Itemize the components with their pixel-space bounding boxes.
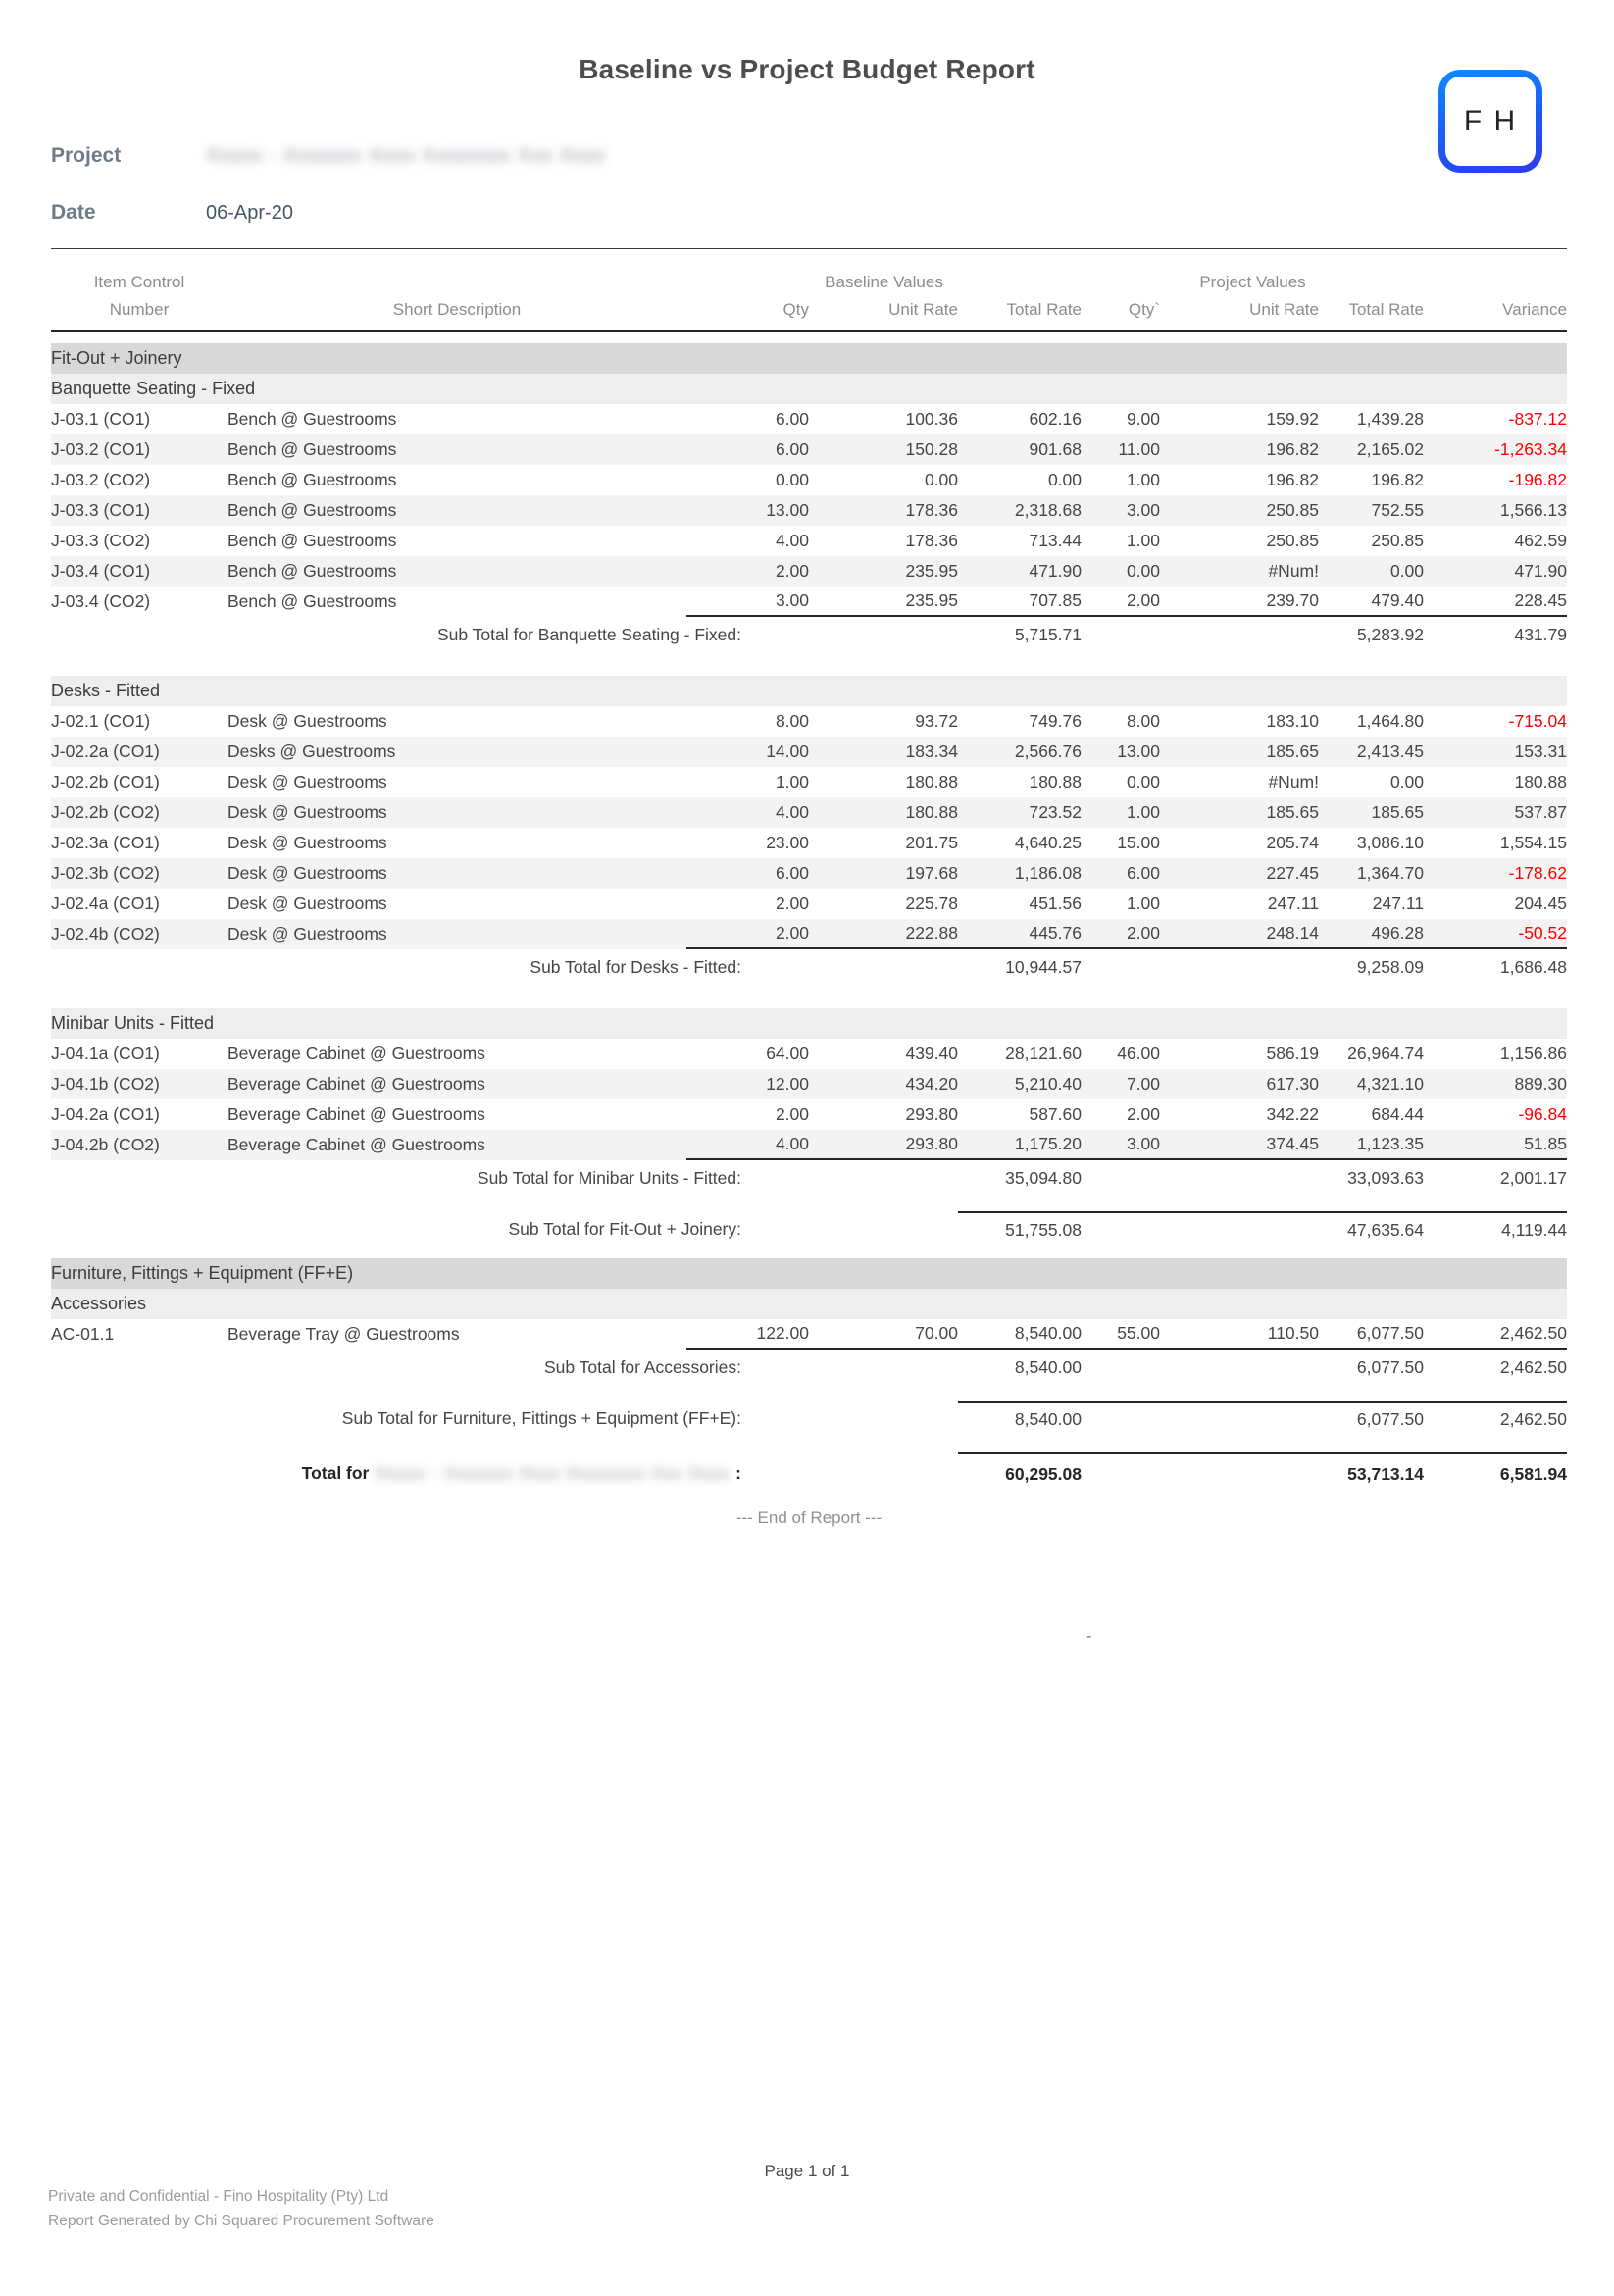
group-subtotal-label: Sub Total for Accessories: bbox=[543, 1356, 741, 1377]
item-control-number: J-02.3b (CO2) bbox=[51, 863, 160, 883]
project-qty: 1.00 bbox=[1126, 893, 1160, 913]
project-unit-rate: 159.92 bbox=[1266, 409, 1319, 429]
col-header-qty-baseline: Qty bbox=[782, 300, 809, 319]
section-subtotal-baseline-total: 51,755.08 bbox=[958, 1211, 1082, 1247]
item-control-number: J-03.4 (CO2) bbox=[51, 591, 151, 611]
grand-total-baseline: 60,295.08 bbox=[958, 1452, 1082, 1495]
spacer bbox=[1082, 1452, 1160, 1495]
item-control-number: J-03.3 (CO2) bbox=[51, 531, 151, 550]
table-row bbox=[51, 767, 1567, 797]
variance-value: 228.45 bbox=[1424, 587, 1567, 617]
group-subtotal-project-total: 9,258.09 bbox=[1356, 956, 1424, 977]
project-unit-rate: 196.82 bbox=[1266, 439, 1319, 459]
group-subtotal bbox=[51, 1350, 1567, 1385]
baseline-total-rate: 713.44 bbox=[1029, 531, 1082, 550]
section-subtotal-variance: 4,119.44 bbox=[1424, 1211, 1567, 1247]
item-control-number: J-04.2b (CO2) bbox=[51, 1135, 160, 1154]
project-unit-rate: 247.11 bbox=[1267, 893, 1319, 913]
variance-value: -837.12 bbox=[1508, 409, 1567, 429]
project-total-rate: 479.40 bbox=[1319, 587, 1424, 617]
project-qty: 13.00 bbox=[1117, 741, 1160, 761]
project-total-rate: 1,364.70 bbox=[1356, 863, 1424, 883]
project-qty: 46.00 bbox=[1117, 1044, 1160, 1063]
col-header-total-rate-project: Total Rate bbox=[1348, 300, 1424, 319]
table-row bbox=[51, 1130, 1567, 1160]
col-header-short-description: Short Description bbox=[392, 300, 522, 319]
item-short-description: Bench @ Guestrooms bbox=[227, 561, 397, 581]
col-header-item-control: Item Control bbox=[93, 273, 185, 291]
baseline-total-rate: 445.76 bbox=[958, 919, 1082, 949]
col-group-baseline-values: Baseline Values bbox=[825, 273, 943, 291]
project-total-rate: 2,165.02 bbox=[1356, 439, 1424, 459]
section-subtotal-project-total: 47,635.64 bbox=[1319, 1211, 1424, 1247]
grand-total-project: 53,713.14 bbox=[1319, 1452, 1424, 1495]
fh-logo bbox=[1438, 70, 1542, 173]
group-subtotal-label: Sub Total for Desks - Fitted: bbox=[530, 956, 741, 977]
item-short-description: Desks @ Guestrooms bbox=[227, 741, 396, 761]
table-row bbox=[51, 404, 1567, 434]
table-row bbox=[51, 465, 1567, 495]
variance-value: 889.30 bbox=[1514, 1074, 1567, 1094]
baseline-qty: 0.00 bbox=[775, 470, 809, 489]
baseline-qty: 13.00 bbox=[766, 500, 809, 520]
col-header-number: Number bbox=[109, 300, 170, 319]
baseline-unit-rate: 235.95 bbox=[809, 587, 958, 617]
project-total-rate: 0.00 bbox=[1389, 772, 1424, 791]
group-subtotal bbox=[51, 949, 1567, 985]
project-unit-rate: 248.14 bbox=[1160, 919, 1319, 949]
item-control-number: J-03.2 (CO2) bbox=[51, 470, 151, 489]
project-unit-rate: 250.85 bbox=[1266, 500, 1319, 520]
end-of-report-marker: --- End of Report --- bbox=[735, 1508, 883, 1527]
group-subtotal-label: Sub Total for Minibar Units - Fitted: bbox=[477, 1167, 741, 1188]
baseline-total-rate: 1,186.08 bbox=[1014, 863, 1082, 883]
item-short-description: Desk @ Guestrooms bbox=[227, 893, 387, 913]
group-header: Minibar Units - Fitted bbox=[51, 1008, 1567, 1039]
stray-dash: - bbox=[1086, 1628, 1092, 1645]
group-subtotal-label: Sub Total for Banquette Seating - Fixed: bbox=[436, 624, 741, 644]
footer-generated-by: Report Generated by Chi Squared Procurement Software bbox=[48, 2213, 434, 2229]
baseline-qty: 23.00 bbox=[766, 833, 809, 852]
col-group-project-values: Project Values bbox=[1199, 273, 1306, 291]
project-qty: 2.00 bbox=[1082, 919, 1160, 949]
project-total-rate: 250.85 bbox=[1371, 531, 1424, 550]
col-header-variance: Variance bbox=[1502, 300, 1567, 319]
project-total-rate: 1,464.80 bbox=[1356, 711, 1424, 731]
project-qty: 9.00 bbox=[1126, 409, 1160, 429]
baseline-total-rate: 180.88 bbox=[1029, 772, 1082, 791]
group-subtotal-baseline-total: 35,094.80 bbox=[1005, 1167, 1082, 1188]
project-unit-rate: 183.10 bbox=[1266, 711, 1319, 731]
baseline-total-rate: 0.00 bbox=[1047, 470, 1082, 489]
project-unit-rate: #Num! bbox=[1268, 561, 1319, 581]
project-qty: 11.00 bbox=[1118, 439, 1160, 459]
item-short-description: Bench @ Guestrooms bbox=[227, 591, 397, 611]
section-header: Fit-Out + Joinery bbox=[51, 343, 1567, 374]
item-control-number: J-02.3a (CO1) bbox=[51, 833, 160, 852]
variance-value: -96.84 bbox=[1518, 1104, 1567, 1124]
section-subtotal-label: Sub Total for Fit-Out + Joinery: bbox=[508, 1218, 741, 1239]
variance-value: 204.45 bbox=[1514, 893, 1567, 913]
report-body bbox=[51, 248, 1567, 1528]
item-short-description: Beverage Tray @ Guestrooms bbox=[227, 1324, 460, 1344]
baseline-unit-rate: 180.88 bbox=[905, 772, 958, 791]
baseline-unit-rate: 293.80 bbox=[809, 1130, 958, 1160]
group-subtotal-project-total: 33,093.63 bbox=[1347, 1167, 1424, 1188]
baseline-total-rate: 602.16 bbox=[1029, 409, 1082, 429]
baseline-unit-rate: 197.68 bbox=[905, 863, 958, 883]
table-row bbox=[51, 919, 1567, 949]
project-total-rate: 6,077.50 bbox=[1319, 1319, 1424, 1350]
variance-value: 1,566.13 bbox=[1499, 500, 1567, 520]
fh-logo-text: F H bbox=[1463, 104, 1518, 137]
project-meta-row bbox=[51, 140, 1614, 172]
project-total-rate: 2,413.45 bbox=[1356, 741, 1424, 761]
table-row bbox=[51, 1069, 1567, 1099]
variance-value: 462.59 bbox=[1514, 531, 1567, 550]
date-label: Date bbox=[51, 201, 96, 224]
baseline-qty: 64.00 bbox=[766, 1044, 809, 1063]
baseline-total-rate: 2,566.76 bbox=[1014, 741, 1082, 761]
item-control-number: J-03.4 (CO1) bbox=[51, 561, 151, 581]
baseline-qty: 6.00 bbox=[775, 409, 809, 429]
project-qty: 15.00 bbox=[1117, 833, 1160, 852]
item-control-number: J-02.4b (CO2) bbox=[51, 924, 160, 944]
group-subtotal-baseline-total: 5,715.71 bbox=[1014, 624, 1082, 644]
table-row bbox=[51, 1039, 1567, 1069]
baseline-total-rate: 8,540.00 bbox=[958, 1319, 1082, 1350]
table-header bbox=[51, 249, 1567, 332]
baseline-total-rate: 1,175.20 bbox=[958, 1130, 1082, 1160]
table-row bbox=[51, 797, 1567, 828]
col-header-unit-rate-baseline: Unit Rate bbox=[888, 300, 958, 319]
item-control-number: J-03.3 (CO1) bbox=[51, 500, 151, 520]
baseline-qty: 6.00 bbox=[775, 863, 809, 883]
project-total-rate: 247.11 bbox=[1372, 893, 1424, 913]
spacer bbox=[1082, 1211, 1160, 1247]
baseline-qty: 2.00 bbox=[686, 919, 809, 949]
project-unit-rate: 110.50 bbox=[1160, 1319, 1319, 1350]
group-subtotal-variance: 431.79 bbox=[1514, 624, 1567, 644]
baseline-unit-rate: 180.88 bbox=[905, 802, 958, 822]
date-meta-row bbox=[51, 197, 1614, 229]
project-qty: 6.00 bbox=[1126, 863, 1160, 883]
baseline-unit-rate: 150.28 bbox=[905, 439, 958, 459]
spacer bbox=[1160, 1401, 1319, 1436]
table-row bbox=[51, 495, 1567, 526]
group-subtotal-baseline-total: 10,944.57 bbox=[1005, 956, 1082, 977]
project-label: Project bbox=[51, 144, 122, 167]
project-qty: 2.00 bbox=[1082, 587, 1160, 617]
project-qty: 0.00 bbox=[1126, 561, 1160, 581]
section-subtotal-variance: 2,462.50 bbox=[1424, 1401, 1567, 1436]
table-header-row-columns bbox=[51, 296, 1567, 324]
project-qty: 7.00 bbox=[1126, 1074, 1160, 1094]
baseline-unit-rate: 434.20 bbox=[905, 1074, 958, 1094]
table-row bbox=[51, 556, 1567, 587]
project-unit-rate: 205.74 bbox=[1266, 833, 1319, 852]
project-qty: 3.00 bbox=[1126, 500, 1160, 520]
item-short-description: Desk @ Guestrooms bbox=[227, 802, 387, 822]
table-row bbox=[51, 1099, 1567, 1130]
section-subtotal-project-total: 6,077.50 bbox=[1319, 1401, 1424, 1436]
table-row bbox=[51, 587, 1567, 617]
project-unit-rate: 185.65 bbox=[1266, 741, 1319, 761]
item-short-description: Bench @ Guestrooms bbox=[227, 409, 397, 429]
variance-value: -196.82 bbox=[1508, 470, 1567, 489]
baseline-unit-rate: 178.36 bbox=[905, 531, 958, 550]
col-header-qty-project: Qty` bbox=[1128, 300, 1160, 319]
project-total-rate: 1,439.28 bbox=[1356, 409, 1424, 429]
group-subtotal-project-total: 5,283.92 bbox=[1356, 624, 1424, 644]
item-short-description: Bench @ Guestrooms bbox=[227, 500, 397, 520]
baseline-qty: 14.00 bbox=[766, 741, 809, 761]
item-short-description: Bench @ Guestrooms bbox=[227, 470, 397, 489]
project-qty: 1.00 bbox=[1126, 802, 1160, 822]
group-subtotal-baseline-total: 8,540.00 bbox=[1014, 1356, 1082, 1377]
baseline-total-rate: 28,121.60 bbox=[1005, 1044, 1082, 1063]
project-total-rate: 684.44 bbox=[1371, 1104, 1424, 1124]
baseline-total-rate: 5,210.40 bbox=[1014, 1074, 1082, 1094]
table-row bbox=[51, 828, 1567, 858]
project-name-blurred: Xxxxx - Xxxxxxx Xxxx Xxxxxxxx Xxx Xxxx bbox=[206, 144, 607, 167]
baseline-total-rate: 587.60 bbox=[1029, 1104, 1082, 1124]
item-control-number: J-03.2 (CO1) bbox=[51, 439, 151, 459]
group-subtotal-variance: 2,001.17 bbox=[1499, 1167, 1567, 1188]
variance-value: 1,554.15 bbox=[1499, 833, 1567, 852]
baseline-unit-rate: 225.78 bbox=[905, 893, 958, 913]
date-value: 06-Apr-20 bbox=[206, 201, 293, 224]
baseline-unit-rate: 235.95 bbox=[905, 561, 958, 581]
project-total-rate: 196.82 bbox=[1371, 470, 1424, 489]
baseline-unit-rate: 0.00 bbox=[924, 470, 958, 489]
baseline-qty: 122.00 bbox=[686, 1319, 809, 1350]
item-control-number: J-04.1b (CO2) bbox=[51, 1074, 160, 1094]
baseline-total-rate: 4,640.25 bbox=[1014, 833, 1082, 852]
col-header-total-rate-baseline: Total Rate bbox=[1006, 300, 1082, 319]
item-control-number: J-02.2b (CO2) bbox=[51, 802, 160, 822]
item-short-description: Beverage Cabinet @ Guestrooms bbox=[227, 1135, 485, 1154]
spacer bbox=[1160, 1452, 1319, 1495]
variance-value: 471.90 bbox=[1514, 561, 1567, 581]
section-subtotal bbox=[51, 1401, 1567, 1436]
table-row bbox=[51, 737, 1567, 767]
grand-total-label bbox=[51, 1463, 809, 1484]
item-short-description: Beverage Cabinet @ Guestrooms bbox=[227, 1104, 485, 1124]
grand-total-row bbox=[51, 1452, 1567, 1495]
baseline-qty: 2.00 bbox=[775, 893, 809, 913]
group-header: Desks - Fitted bbox=[51, 676, 1567, 706]
baseline-unit-rate: 178.36 bbox=[905, 500, 958, 520]
variance-value: 180.88 bbox=[1514, 772, 1567, 791]
page-indicator: Page 1 of 1 bbox=[764, 2162, 850, 2180]
baseline-qty: 3.00 bbox=[686, 587, 809, 617]
variance-value: -50.52 bbox=[1424, 919, 1567, 949]
section-subtotal-baseline-total: 8,540.00 bbox=[958, 1401, 1082, 1436]
baseline-qty: 12.00 bbox=[766, 1074, 809, 1094]
baseline-unit-rate: 70.00 bbox=[809, 1319, 958, 1350]
project-qty: 1.00 bbox=[1126, 470, 1160, 489]
project-qty: 3.00 bbox=[1082, 1130, 1160, 1160]
baseline-qty: 4.00 bbox=[686, 1130, 809, 1160]
item-control-number: AC-01.1 bbox=[51, 1324, 115, 1344]
project-unit-rate: 196.82 bbox=[1266, 470, 1319, 489]
project-qty: 0.00 bbox=[1126, 772, 1160, 791]
group-subtotal-variance: 1,686.48 bbox=[1499, 956, 1567, 977]
variance-value: -715.04 bbox=[1508, 711, 1567, 731]
footer-confidential: Private and Confidential - Fino Hospitality (Pty) Ltd bbox=[48, 2188, 389, 2205]
item-short-description: Desk @ Guestrooms bbox=[227, 924, 387, 944]
project-qty: 1.00 bbox=[1126, 531, 1160, 550]
item-short-description: Beverage Cabinet @ Guestrooms bbox=[227, 1074, 485, 1094]
baseline-qty: 2.00 bbox=[775, 561, 809, 581]
item-short-description: Desk @ Guestrooms bbox=[227, 711, 387, 731]
baseline-unit-rate: 201.75 bbox=[905, 833, 958, 852]
item-short-description: Bench @ Guestrooms bbox=[227, 531, 397, 550]
grand-total-project-blurred: Xxxxx - Xxxxxxx Xxxx Xxxxxxxx Xxx Xxxx bbox=[375, 1462, 731, 1483]
item-short-description: Desk @ Guestrooms bbox=[227, 772, 387, 791]
fh-logo-inner bbox=[1445, 77, 1536, 166]
project-qty: 55.00 bbox=[1082, 1319, 1160, 1350]
project-total-rate: 26,964.74 bbox=[1347, 1044, 1424, 1063]
project-unit-rate: #Num! bbox=[1268, 772, 1319, 791]
item-control-number: J-04.1a (CO1) bbox=[51, 1044, 160, 1063]
table-row bbox=[51, 858, 1567, 889]
section-subtotal bbox=[51, 1211, 1567, 1247]
baseline-qty: 4.00 bbox=[775, 802, 809, 822]
report-title: Baseline vs Project Budget Report bbox=[579, 54, 1035, 84]
project-unit-rate: 227.45 bbox=[1266, 863, 1319, 883]
col-header-unit-rate-project: Unit Rate bbox=[1249, 300, 1319, 319]
group-subtotal bbox=[51, 617, 1567, 652]
table-row bbox=[51, 706, 1567, 737]
variance-value: 2,462.50 bbox=[1424, 1319, 1567, 1350]
baseline-unit-rate: 222.88 bbox=[809, 919, 958, 949]
grand-total-suffix: : bbox=[735, 1462, 741, 1483]
project-unit-rate: 617.30 bbox=[1266, 1074, 1319, 1094]
baseline-unit-rate: 100.36 bbox=[905, 409, 958, 429]
spacer bbox=[1160, 1211, 1319, 1247]
project-unit-rate: 250.85 bbox=[1266, 531, 1319, 550]
group-subtotal bbox=[51, 1160, 1567, 1196]
item-control-number: J-04.2a (CO1) bbox=[51, 1104, 160, 1124]
baseline-total-rate: 749.76 bbox=[1029, 711, 1082, 731]
table-body bbox=[51, 343, 1567, 1495]
variance-value: 1,156.86 bbox=[1499, 1044, 1567, 1063]
baseline-qty: 2.00 bbox=[775, 1104, 809, 1124]
baseline-total-rate: 2,318.68 bbox=[1014, 500, 1082, 520]
table-header-row-groups bbox=[51, 269, 1567, 296]
group-subtotal-variance: 2,462.50 bbox=[1499, 1356, 1567, 1377]
project-unit-rate: 374.45 bbox=[1160, 1130, 1319, 1160]
project-total-rate: 4,321.10 bbox=[1356, 1074, 1424, 1094]
project-total-rate: 496.28 bbox=[1319, 919, 1424, 949]
baseline-unit-rate: 93.72 bbox=[915, 711, 958, 731]
grand-total-prefix: Total for bbox=[301, 1462, 370, 1483]
table-row bbox=[51, 526, 1567, 556]
baseline-unit-rate: 439.40 bbox=[905, 1044, 958, 1063]
baseline-total-rate: 707.85 bbox=[958, 587, 1082, 617]
project-total-rate: 1,123.35 bbox=[1319, 1130, 1424, 1160]
baseline-total-rate: 723.52 bbox=[1029, 802, 1082, 822]
variance-value: 153.31 bbox=[1514, 741, 1567, 761]
baseline-qty: 4.00 bbox=[775, 531, 809, 550]
project-unit-rate: 239.70 bbox=[1160, 587, 1319, 617]
baseline-total-rate: 901.68 bbox=[1029, 439, 1082, 459]
table-row bbox=[51, 434, 1567, 465]
section-subtotal-label: Sub Total for Furniture, Fittings + Equipment (FF+E): bbox=[341, 1407, 741, 1428]
item-short-description: Desk @ Guestrooms bbox=[227, 863, 387, 883]
project-total-rate: 0.00 bbox=[1389, 561, 1424, 581]
project-qty: 8.00 bbox=[1126, 711, 1160, 731]
item-short-description: Beverage Cabinet @ Guestrooms bbox=[227, 1044, 485, 1063]
item-control-number: J-02.2b (CO1) bbox=[51, 772, 160, 791]
variance-value: 51.85 bbox=[1424, 1130, 1567, 1160]
project-unit-rate: 342.22 bbox=[1266, 1104, 1319, 1124]
baseline-total-rate: 471.90 bbox=[1029, 561, 1082, 581]
project-unit-rate: 586.19 bbox=[1266, 1044, 1319, 1063]
baseline-qty: 6.00 bbox=[775, 439, 809, 459]
table-row bbox=[51, 1319, 1567, 1350]
variance-value: -1,263.34 bbox=[1494, 439, 1567, 459]
group-header: Accessories bbox=[51, 1289, 1567, 1319]
table-row bbox=[51, 889, 1567, 919]
grand-total-variance: 6,581.94 bbox=[1424, 1452, 1567, 1495]
project-unit-rate: 185.65 bbox=[1266, 802, 1319, 822]
project-total-rate: 752.55 bbox=[1371, 500, 1424, 520]
item-short-description: Desk @ Guestrooms bbox=[227, 833, 387, 852]
baseline-unit-rate: 293.80 bbox=[905, 1104, 958, 1124]
group-header: Banquette Seating - Fixed bbox=[51, 374, 1567, 404]
baseline-qty: 1.00 bbox=[775, 772, 809, 791]
spacer bbox=[1082, 1401, 1160, 1436]
baseline-qty: 8.00 bbox=[775, 711, 809, 731]
baseline-total-rate: 451.56 bbox=[1029, 893, 1082, 913]
project-total-rate: 185.65 bbox=[1371, 802, 1424, 822]
item-control-number: J-03.1 (CO1) bbox=[51, 409, 151, 429]
section-header: Furniture, Fittings + Equipment (FF+E) bbox=[51, 1258, 1567, 1289]
item-control-number: J-02.1 (CO1) bbox=[51, 711, 151, 731]
group-subtotal-project-total: 6,077.50 bbox=[1356, 1356, 1424, 1377]
project-qty: 2.00 bbox=[1126, 1104, 1160, 1124]
variance-value: 537.87 bbox=[1514, 802, 1567, 822]
item-short-description: Bench @ Guestrooms bbox=[227, 439, 397, 459]
item-control-number: J-02.2a (CO1) bbox=[51, 741, 160, 761]
item-control-number: J-02.4a (CO1) bbox=[51, 893, 160, 913]
project-total-rate: 3,086.10 bbox=[1356, 833, 1424, 852]
variance-value: -178.62 bbox=[1508, 863, 1567, 883]
baseline-unit-rate: 183.34 bbox=[905, 741, 958, 761]
